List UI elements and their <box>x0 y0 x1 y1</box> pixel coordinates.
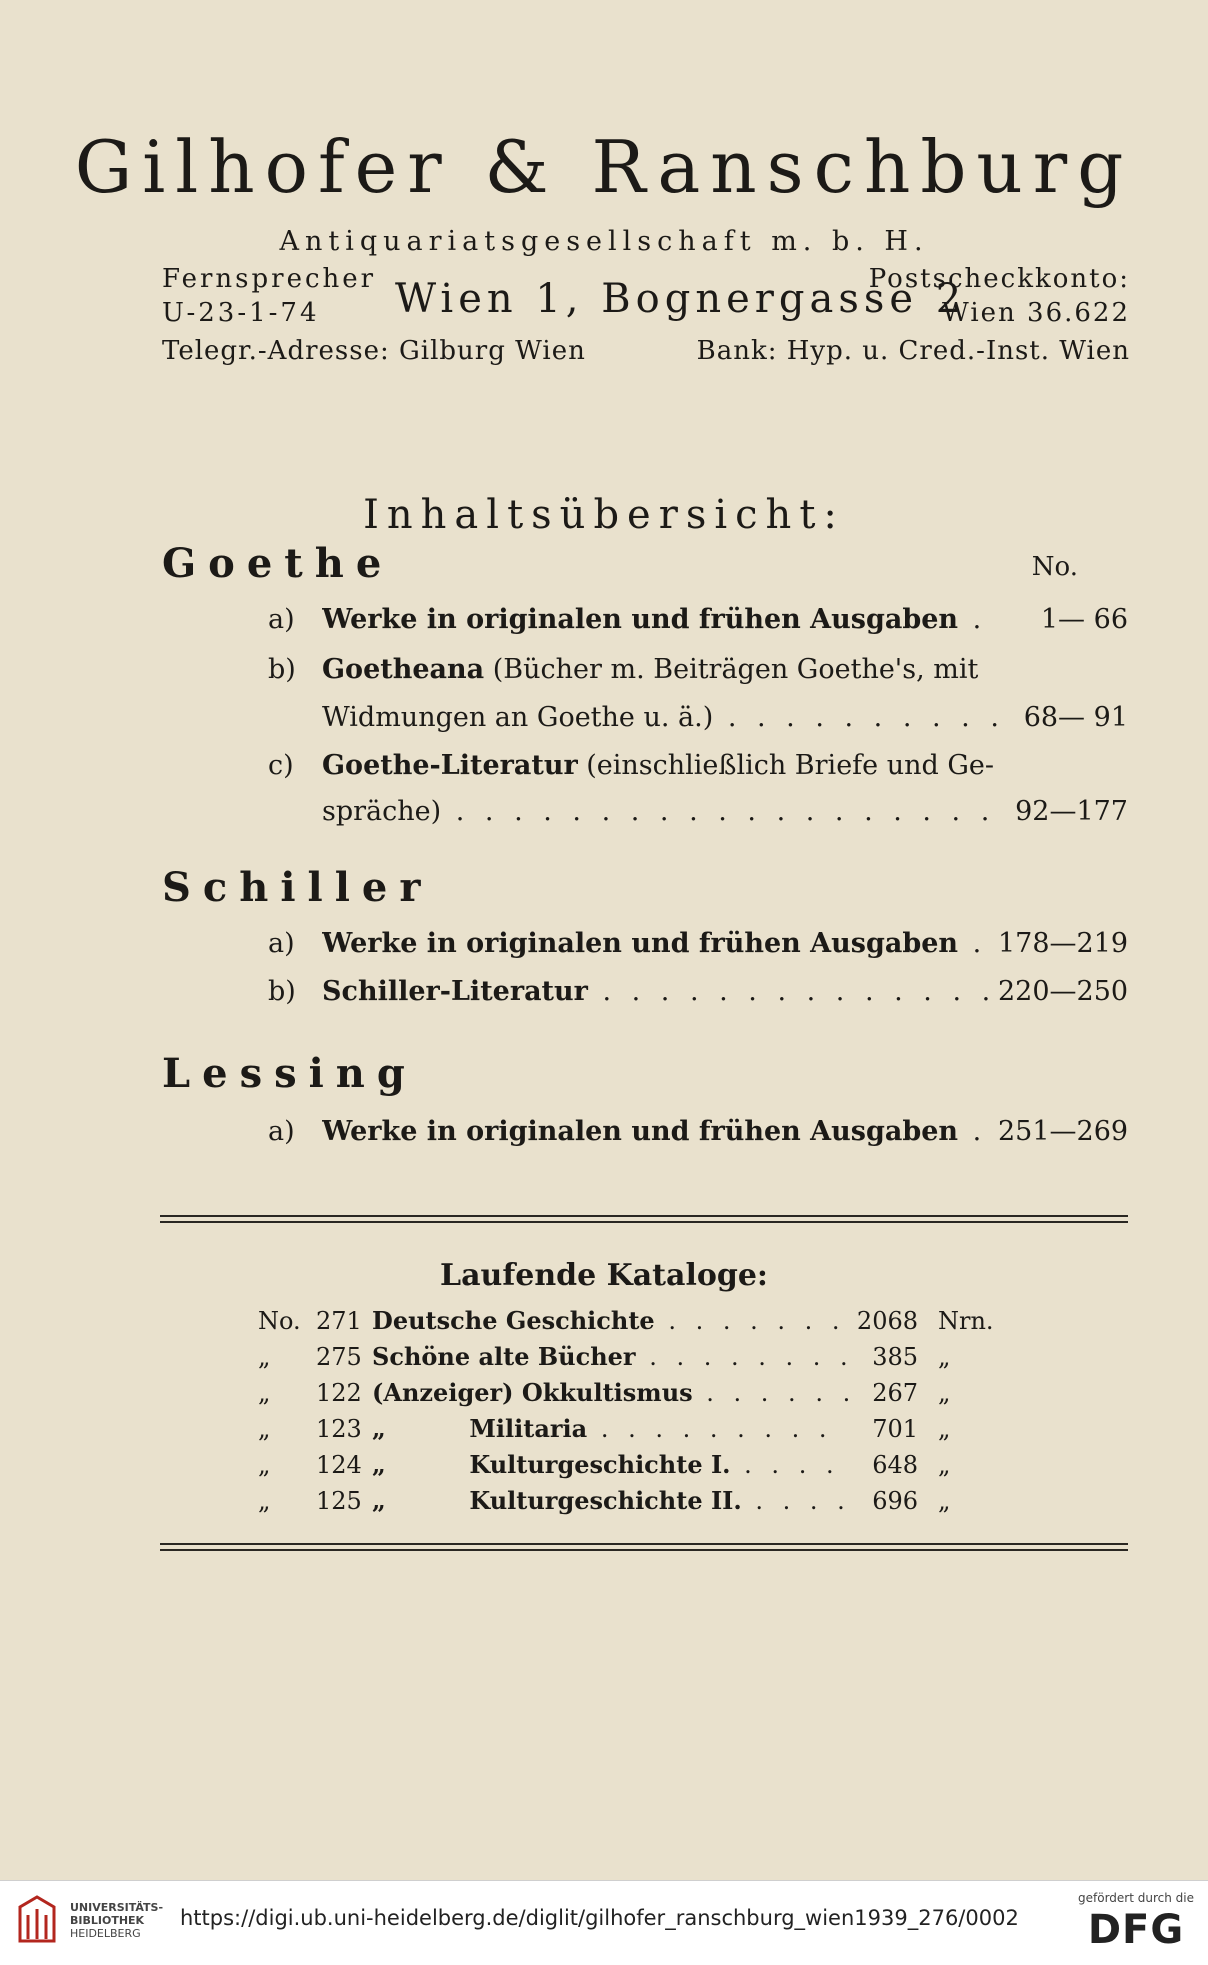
section-heading-schiller: Schiller <box>162 864 433 911</box>
phone-block <box>162 262 376 330</box>
entry-title: Werke in originalen und frühen Ausgaben <box>322 928 959 959</box>
firm-name: Gilhofer & Ranschburg <box>74 125 1134 209</box>
catalogue-row: „ 123 „ Militaria . . . 701 „ <box>258 1414 1028 1450</box>
toc-entry-continuation <box>322 796 1128 827</box>
entry-letter: b) <box>268 654 296 685</box>
entry-description: (einschließlich Briefe und Ge- <box>577 750 995 781</box>
catalogue-row: No. 271 Deutsche Geschichte . . . 2068 Nrn. <box>258 1306 1028 1342</box>
postal-block <box>869 262 1130 330</box>
entry-description: (Bücher m. Beiträgen Goethe's, mit <box>484 654 979 685</box>
entry-description: spräche) <box>322 796 442 827</box>
entry-letter: b) <box>268 976 296 1007</box>
postal-label: Postscheckkonto: <box>868 264 1130 294</box>
entry-title: Schiller-Literatur <box>322 976 588 1007</box>
entry-range: 178—219 <box>998 928 1129 959</box>
funding-notice <box>1078 1891 1194 1953</box>
entry-title: Werke in originalen und frühen Ausgaben <box>322 1116 959 1147</box>
entry-range: 92—177 <box>1015 796 1128 827</box>
viewer-footer <box>0 1880 1208 1965</box>
entry-letter: a) <box>268 1116 295 1147</box>
divider-rule <box>160 1215 1128 1217</box>
funding-label: gefördert durch die <box>1078 1891 1194 1905</box>
entry-title: Goethe-Literatur <box>322 750 578 781</box>
toc-entry <box>268 1116 1128 1156</box>
toc-entry <box>268 604 1128 644</box>
entry-letter: c) <box>268 750 294 781</box>
divider-rule <box>160 1549 1128 1551</box>
library-name: UNIVERSITÄTS- BIBLIOTHEK HEIDELBERG <box>70 1901 164 1940</box>
toc-entry <box>268 976 1128 1016</box>
street-address: Wien 1, Bognergasse 2 <box>395 276 967 322</box>
toc-entry <box>268 750 1128 790</box>
divider-rule <box>160 1543 1128 1545</box>
dfg-logo[interactable]: DFG <box>1087 1907 1185 1953</box>
postal-account: Wien 36.622 <box>942 298 1130 328</box>
catalogue-row: „ 124 „ Kulturgeschichte I. . . . 648 „ <box>258 1450 1028 1486</box>
entry-range: 68— 91 <box>1023 702 1128 733</box>
catalogue-heading: Laufende Kataloge: <box>439 1258 768 1293</box>
entry-range: 220—250 <box>998 976 1129 1007</box>
entry-title: Werke in originalen und frühen Ausgaben <box>322 604 959 635</box>
telegraph-address: Telegr.-Adresse: Gilburg Wien <box>162 336 586 366</box>
university-library-logo-icon[interactable] <box>14 1893 60 1945</box>
firm-subtitle: Antiquariatsgesellschaft m. b. H. <box>279 226 929 257</box>
entry-letter: a) <box>268 604 295 635</box>
section-heading-lessing: Lessing <box>162 1050 417 1097</box>
catalogue-row: „ 275 Schöne alte Bücher . . . 385 „ <box>258 1342 1028 1378</box>
entry-description: Widmungen an Goethe u. ä.) <box>322 702 714 733</box>
toc-entry <box>268 928 1128 968</box>
bank-info: Bank: Hyp. u. Cred.-Inst. Wien <box>696 336 1130 366</box>
entry-letter: a) <box>268 928 295 959</box>
number-column-label: No. <box>1031 552 1078 582</box>
phone-number: U-23-1-74 <box>162 298 320 328</box>
catalogue-row: „ 122 (Anzeiger) Okkultismus . . . 267 „ <box>258 1378 1028 1414</box>
entry-range: 251—269 <box>998 1116 1129 1147</box>
permalink-url[interactable]: https://digi.ub.uni-heidelberg.de/diglit/gilhofer_ranschburg_wien1939_276/0002 <box>180 1906 1019 1930</box>
entry-title: Goetheana <box>322 654 485 685</box>
catalogue-row: „ 125 „ Kulturgeschichte II. . . . 696 „ <box>258 1486 1028 1522</box>
toc-title: Inhaltsübersicht: <box>363 492 845 538</box>
toc-entry <box>268 654 1128 694</box>
entry-range: 1— 66 <box>1040 604 1128 635</box>
phone-label: Fernsprecher <box>162 264 377 294</box>
section-heading-goethe: Goethe <box>162 540 394 587</box>
toc-entry-continuation <box>322 702 1128 733</box>
divider-rule <box>160 1221 1128 1223</box>
